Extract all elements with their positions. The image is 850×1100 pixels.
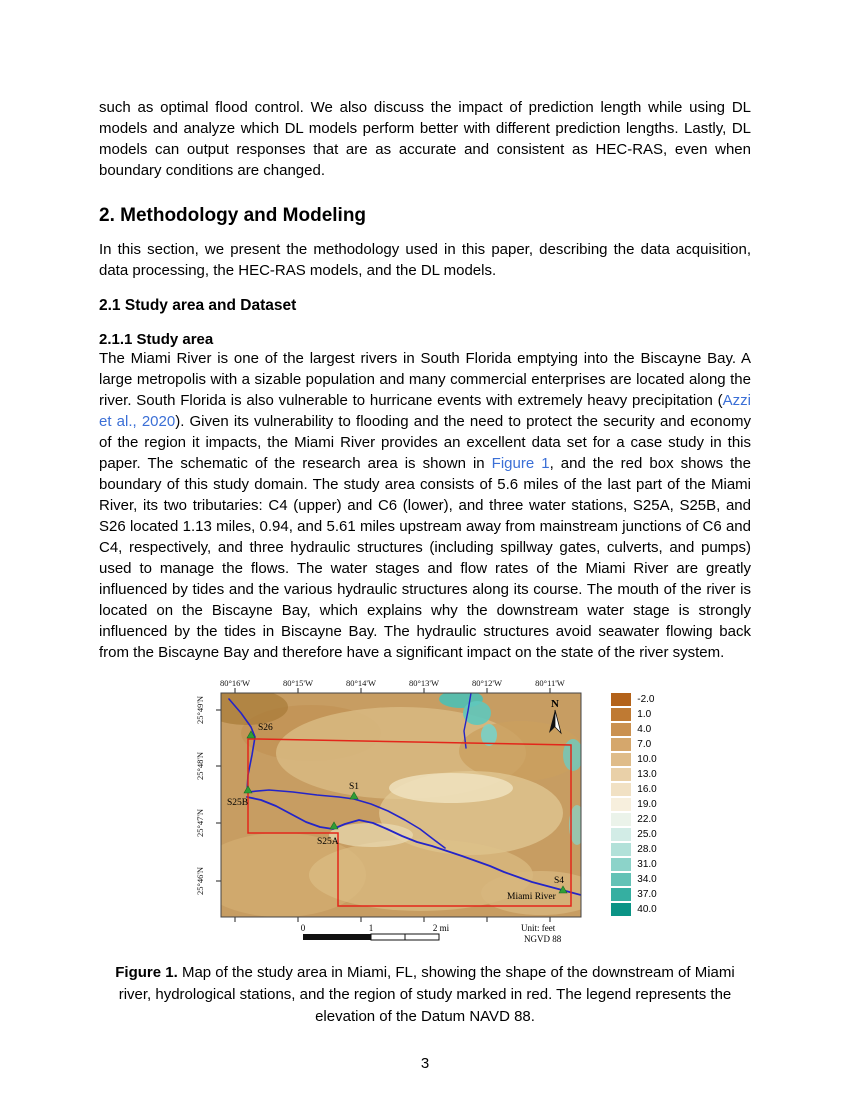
lat-axis-label: 25°46'N <box>195 866 206 896</box>
figure-1-caption <box>103 962 748 1027</box>
legend-value-label: 40.0 <box>637 904 657 915</box>
intro-paragraph: such as optimal flood control. We also discuss the impact of prediction length while using DL models and analyze which DL models perform better with different prediction lengths. Lastly, DL models can output responses that are as accurate and consistent as HEC-RAS, even when boundary conditions are changed. <box>99 99 751 179</box>
legend-color-swatch <box>611 753 631 766</box>
legend-value-label: 19.0 <box>637 799 657 810</box>
legend-value-label: 7.0 <box>637 739 652 750</box>
lat-axis-label: 25°49'N <box>195 695 206 725</box>
legend-entry <box>611 768 656 781</box>
legend-entry <box>611 858 656 871</box>
station-label: S26 <box>258 723 274 733</box>
subsubsection-heading-study-area: 2.1.1 Study area <box>99 331 214 348</box>
legend-entry <box>611 753 656 766</box>
legend-color-swatch <box>611 903 631 916</box>
legend-entry <box>611 693 656 706</box>
legend-value-label: 13.0 <box>637 769 657 780</box>
legend-entry <box>611 873 656 886</box>
lat-axis-label: 25°48'N <box>195 751 206 781</box>
station-label: S1 <box>349 782 360 792</box>
legend-entry <box>611 798 656 811</box>
legend-value-label: 34.0 <box>637 874 657 885</box>
legend-entry <box>611 903 656 916</box>
legend-value-label: 25.0 <box>637 829 657 840</box>
figure-1 <box>99 677 751 1027</box>
miami-river-label: Miami River <box>507 892 557 902</box>
legend-value-label: 22.0 <box>637 814 657 825</box>
lon-axis-label: 80°13'W <box>409 678 440 688</box>
legend-entry <box>611 723 656 736</box>
station-label: S25A <box>317 837 339 847</box>
legend-entry <box>611 813 656 826</box>
legend-color-swatch <box>611 708 631 721</box>
scale-bar <box>301 923 450 940</box>
lon-axis-label: 80°14'W <box>346 678 377 688</box>
legend-entry <box>611 783 656 796</box>
legend-value-label: 1.0 <box>637 709 652 720</box>
legend-value-label: 28.0 <box>637 844 657 855</box>
legend-entry <box>611 843 656 856</box>
lat-axis-label: 25°47'N <box>195 808 206 838</box>
figure-1-body <box>99 677 751 949</box>
citation-link-azzi[interactable]: Azzi et al., 2020 <box>99 392 751 430</box>
legend-color-swatch <box>611 783 631 796</box>
station-label: S4 <box>554 876 565 886</box>
legend-color-swatch <box>611 858 631 871</box>
figure-caption-text: Map of the study area in Miami, FL, showing the shape of the downstream of Miami river, hydrological stations, and the region of study marked in red. The legend represents the elevation of the Datum NAVD 88. <box>118 964 735 1025</box>
station-label: S25B <box>227 798 249 808</box>
legend-value-label: 10.0 <box>637 754 657 765</box>
unit-label-line2: NGVD 88 <box>524 934 562 944</box>
legend-color-swatch <box>611 798 631 811</box>
legend-color-swatch <box>611 723 631 736</box>
legend-entry <box>611 708 656 721</box>
paragraph-text: ). Given its vulnerability to flooding and the need to protect the security and economy of the region it impacts, the Miami River provides an excellent data set for a case study in this paper. The schematic of the research area is shown in <box>99 413 751 472</box>
page-number: 3 <box>420 1055 430 1072</box>
scale-tick-0: 0 <box>301 923 306 933</box>
figure-1-reference-link[interactable]: Figure 1 <box>491 455 550 472</box>
legend-color-swatch <box>611 828 631 841</box>
legend-value-label: 4.0 <box>637 724 652 735</box>
study-area-map <box>193 677 603 949</box>
legend-value-label: 31.0 <box>637 859 657 870</box>
paragraph-text: , and the red box shows the boundary of this study domain. The study area consists of 5.6 miles of the last part of the Miami River, its two tributaries: C4 (upper) and C6 (lower), and three water stations, S25A, S25B, and S26 located 1.13 miles, 0.94, and 5.61 miles upstream away from mainstream junctions of C6 and C4, respectively, and three hydraulic structures (including spillway gates, culverts, and pumps) used to manage the flows. The water stages and flow rates of the Miami River are greatly influenced by tides and the various hydraulic structures along its course. The mouth of the river is located on the Biscayne Bay, which explains why the downstream water stage is strongly influenced by the tides in Biscayne Bay. The hydraulic structures avoid seawater flowing back from the Biscayne Bay and therefore have a significant impact on the state of the river system. <box>99 455 751 661</box>
subsection-heading-study-area-dataset: 2.1 Study area and Dataset <box>99 297 297 314</box>
scale-tick-1: 1 <box>369 923 374 933</box>
legend-color-swatch <box>611 768 631 781</box>
legend-entry <box>611 888 656 901</box>
lon-axis-label: 80°11'W <box>535 678 566 688</box>
legend-color-swatch <box>611 813 631 826</box>
legend-value-label: 37.0 <box>637 889 657 900</box>
figure-caption-label: Figure 1. <box>115 964 178 981</box>
section-paragraph: In this section, we present the methodology used in this paper, describing the data acquisition, data processing, the HEC-RAS models, and the DL models. <box>99 241 751 279</box>
legend-color-swatch <box>611 873 631 886</box>
legend-color-swatch <box>611 888 631 901</box>
legend-entry <box>611 738 656 751</box>
study-area-paragraph <box>99 348 751 663</box>
legend-entry <box>611 828 656 841</box>
legend-value-label: -2.0 <box>637 694 655 705</box>
unit-label-line1: Unit: feet <box>521 923 556 933</box>
lon-axis-label: 80°15'W <box>283 678 314 688</box>
paragraph-text: The Miami River is one of the largest rivers in South Florida emptying into the Biscayne Bay. A large metropolis with a sizable population and many commercial enterprises are located along the river. South Florida is also vulnerable to hurricane events with extremely heavy precipitation ( <box>99 350 751 409</box>
scale-tick-2: 2 mi <box>433 923 450 933</box>
section-heading-methodology: 2. Methodology and Modeling <box>99 205 367 226</box>
lon-axis-label: 80°12'W <box>472 678 503 688</box>
lon-axis-label: 80°16'W <box>220 678 251 688</box>
map-legend <box>611 693 656 916</box>
legend-color-swatch <box>611 693 631 706</box>
legend-color-swatch <box>611 738 631 751</box>
legend-value-label: 16.0 <box>637 784 657 795</box>
north-label: N <box>551 698 560 710</box>
legend-color-swatch <box>611 843 631 856</box>
